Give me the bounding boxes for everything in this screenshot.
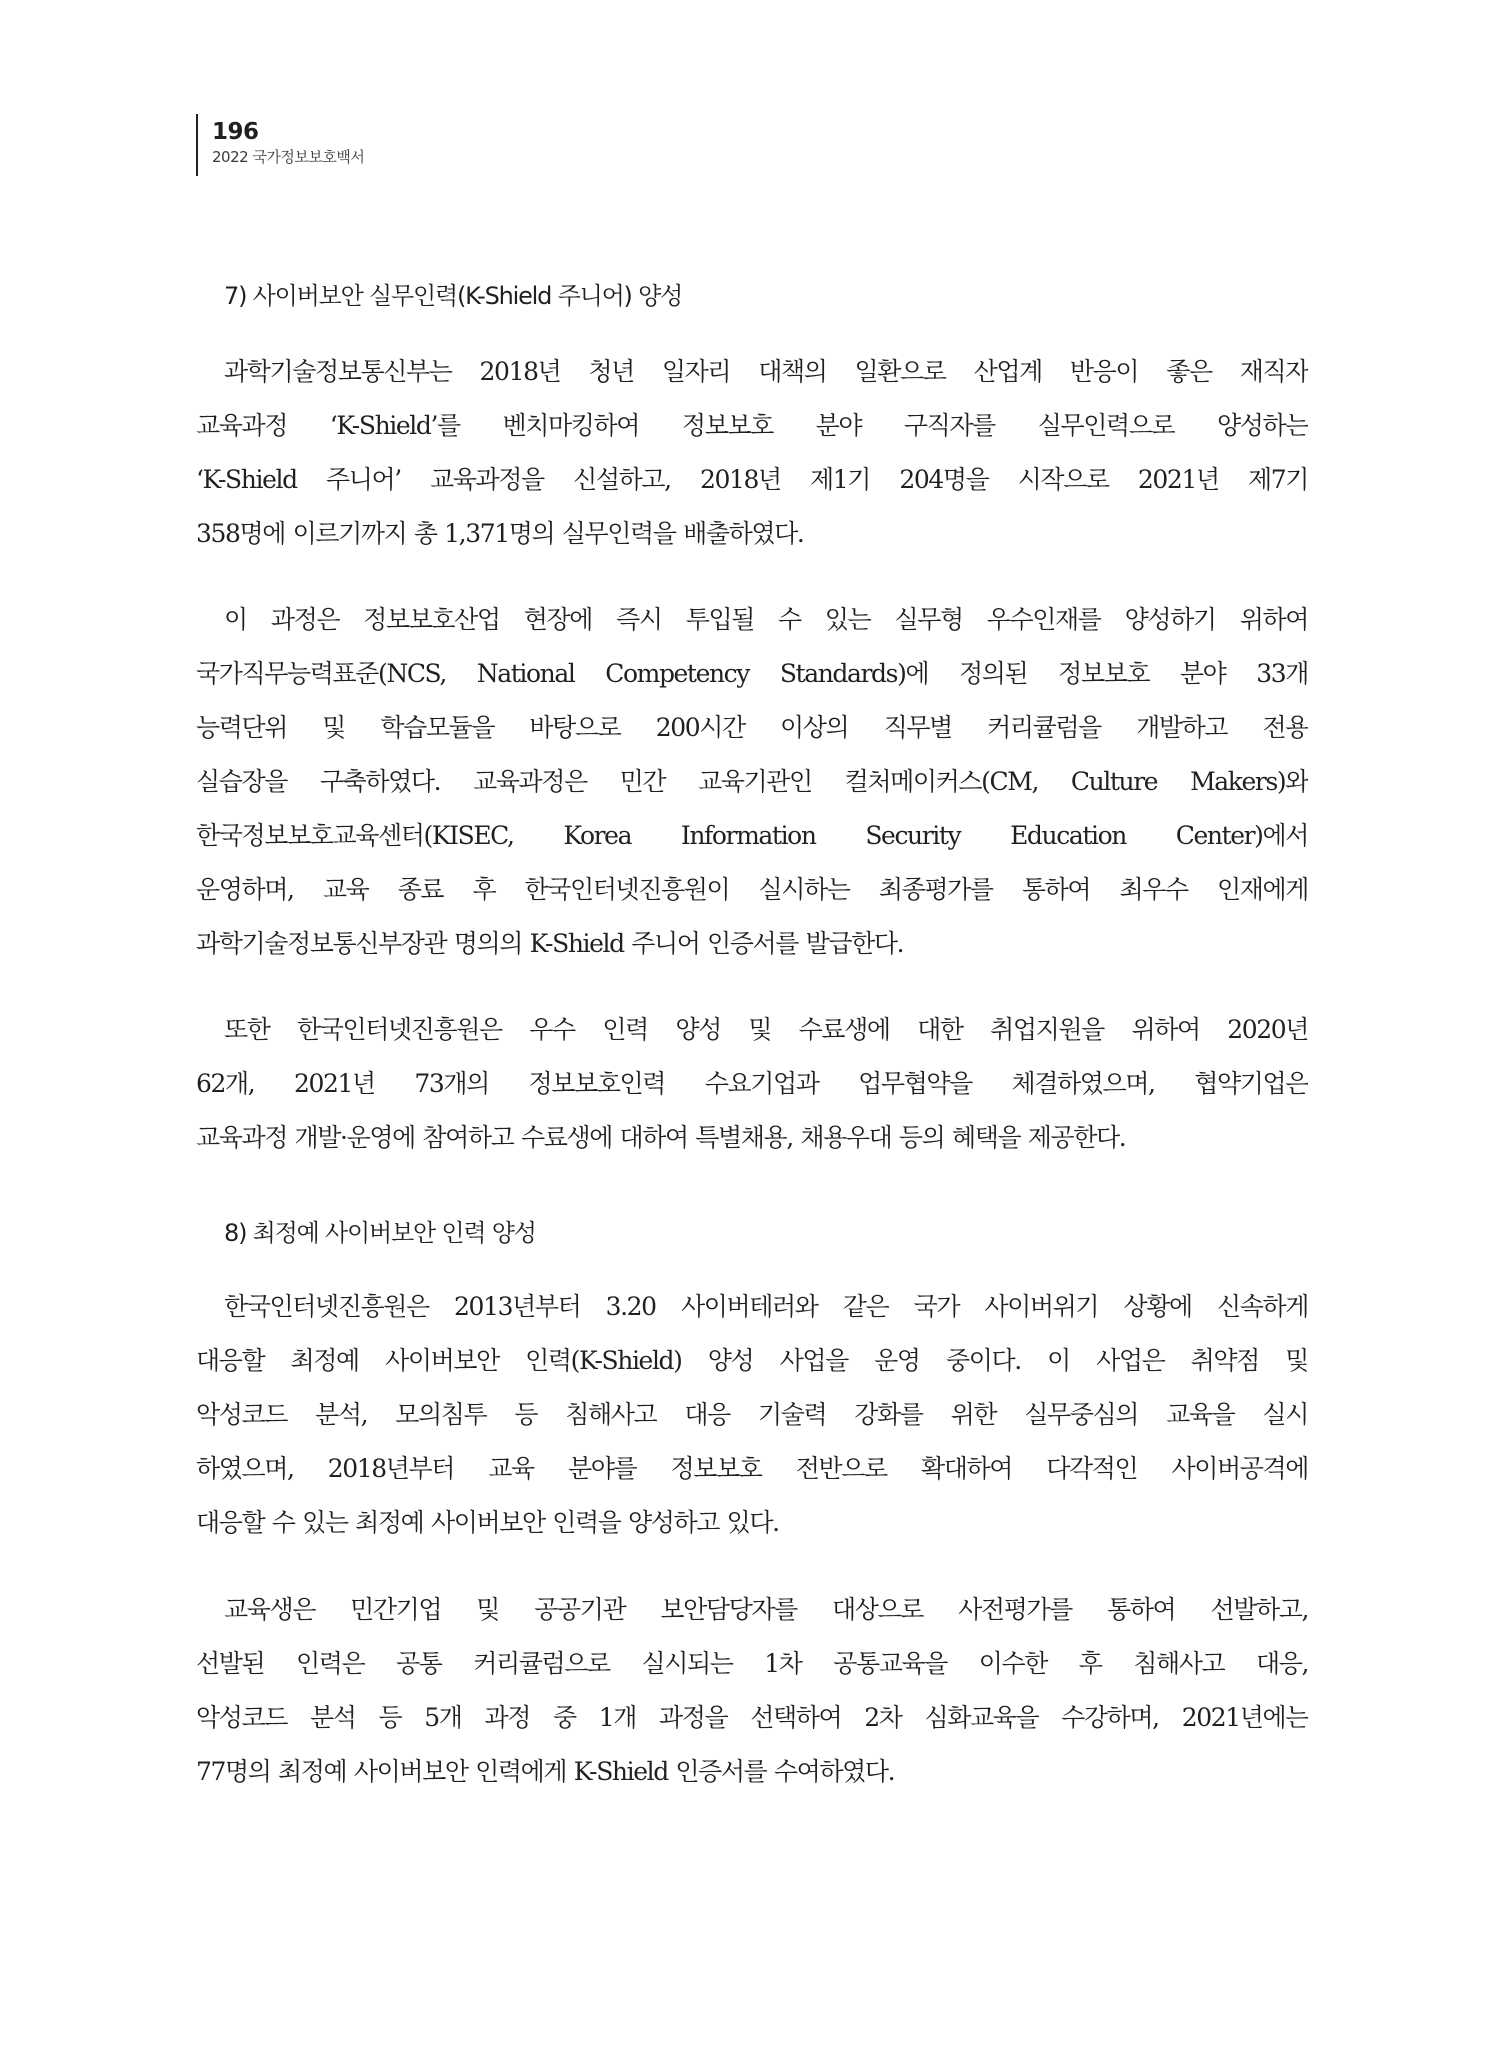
paragraph [196, 593, 1308, 971]
paragraph-line: 대응할 수 있는 최정예 사이버보안 인력을 양성하고 있다. [196, 1508, 779, 1537]
paragraph-line: 교육생은 민간기업 및 공공기관 보안담당자를 대상으로 사전평가를 통하여 선발하고, [224, 1595, 1308, 1624]
paragraph-line: 한국인터넷진흥원은 2013년부터 3.20 사이버테러와 같은 국가 사이버위기 상황에 신속하게 [224, 1292, 1308, 1321]
page-number: 196 [212, 119, 259, 145]
paragraph-line: 선발된 인력은 공통 커리큘럼으로 실시되는 1차 공통교육을 이수한 후 침해사고 대응, [196, 1649, 1308, 1678]
paragraph-line: 하였으며, 2018년부터 교육 분야를 정보보호 전반으로 확대하여 다각적인 사이버공격에 [196, 1454, 1308, 1483]
paragraph-line: 한국정보보호교육센터(KISEC, Korea Information Security Education Center)에서 [196, 821, 1308, 850]
page-header [196, 114, 364, 176]
paragraph-line: 운영하며, 교육 종료 후 한국인터넷진흥원이 실시하는 최종평가를 통하여 최우수 인재에게 [196, 875, 1308, 904]
paragraph-line: 358명에 이르기까지 총 1,371명의 실무인력을 배출하였다. [196, 519, 804, 548]
paragraph-line: 능력단위 및 학습모듈을 바탕으로 200시간 이상의 직무별 커리큘럼을 개발하고 전용 [196, 713, 1308, 742]
paragraph-line: 과학기술정보통신부장관 명의의 K-Shield 주니어 인증서를 발급한다. [196, 929, 904, 958]
paragraph [196, 1280, 1308, 1550]
paragraph [196, 1003, 1308, 1165]
paragraph [196, 345, 1308, 561]
paragraph-line: 악성코드 분석, 모의침투 등 침해사고 대응 기술력 강화를 위한 실무중심의 교육을 실시 [196, 1400, 1308, 1429]
section-heading: 7) 사이버보안 실무인력(K-Shield 주니어) 양성 [224, 282, 683, 310]
paragraph-line: 77명의 최정예 사이버보안 인력에게 K-Shield 인증서를 수여하였다. [196, 1757, 895, 1786]
paragraph [196, 1583, 1308, 1799]
paragraph-line: 62개, 2021년 73개의 정보보호인력 수요기업과 업무협약을 체결하였으며, 협약기업은 [196, 1069, 1308, 1098]
paragraph-line: 교육과정 ‘K-Shield’를 벤치마킹하여 정보보호 분야 구직자를 실무인력으로 양성하는 [196, 411, 1308, 440]
paragraph-line: 과학기술정보통신부는 2018년 청년 일자리 대책의 일환으로 산업계 반응이 좋은 재직자 [224, 357, 1308, 386]
paragraph-line: ‘K-Shield 주니어’ 교육과정을 신설하고, 2018년 제1기 204명을 시작으로 2021년 제7기 [196, 465, 1308, 494]
paragraph-line: 악성코드 분석 등 5개 과정 중 1개 과정을 선택하여 2차 심화교육을 수강하며, 2021년에는 [196, 1703, 1308, 1732]
paragraph-line: 또한 한국인터넷진흥원은 우수 인력 양성 및 수료생에 대한 취업지원을 위하여 2020년 [224, 1015, 1308, 1044]
paragraph-line: 교육과정 개발·운영에 참여하고 수료생에 대하여 특별채용, 채용우대 등의 혜택을 제공한다. [196, 1123, 1126, 1152]
book-title: 2022 국가정보보호백서 [212, 148, 365, 166]
paragraph-line: 실습장을 구축하였다. 교육과정은 민간 교육기관인 컬처메이커스(CM, Culture Makers)와 [196, 767, 1308, 796]
paragraph-line: 국가직무능력표준(NCS, National Competency Standards)에 정의된 정보보호 분야 33개 [196, 659, 1308, 688]
paragraph-line: 대응할 최정예 사이버보안 인력(K-Shield) 양성 사업을 운영 중이다. 이 사업은 취약점 및 [196, 1346, 1308, 1375]
section-heading: 8) 최정예 사이버보안 인력 양성 [224, 1219, 536, 1247]
paragraph-line: 이 과정은 정보보호산업 현장에 즉시 투입될 수 있는 실무형 우수인재를 양성하기 위하여 [224, 605, 1308, 634]
